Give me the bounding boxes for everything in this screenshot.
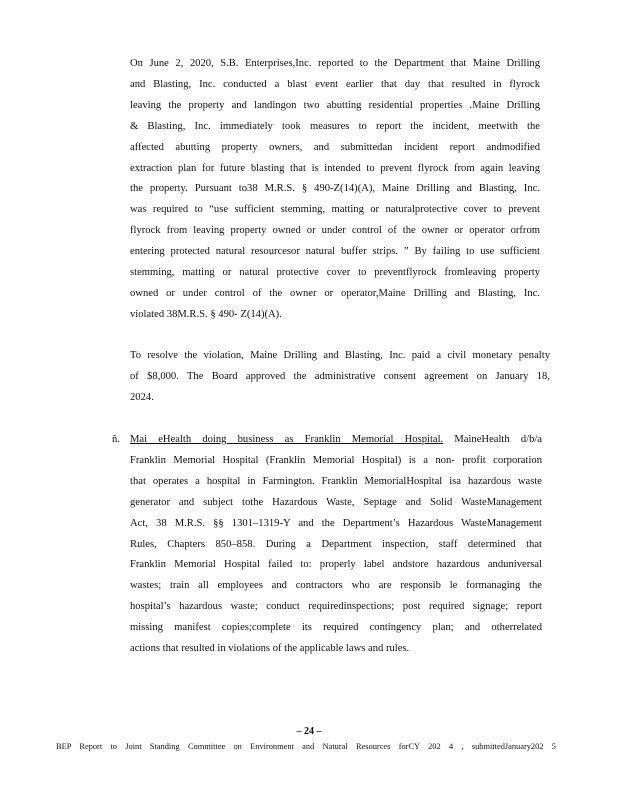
text-line: stemming, matting or natural protective cover to preventflyrock fromleaving property: [130, 267, 540, 279]
text-line: was required to “use sufficient stemming, matting or naturalprotective cover to prevent: [130, 204, 540, 216]
page-footer: BEP Report to Joint Standing Committee on Environment and Natural Resources forCY 202 4 , submittedJanuary202 5: [56, 742, 556, 751]
item-heading: Mai eHealth doing business as Franklin Memorial Hospital.: [130, 434, 444, 445]
text-line: hospital’s hazardous waste; conduct requiredinspections; post required signage; report: [130, 601, 542, 613]
list-item-franklin-memorial: [130, 430, 542, 660]
item-heading-rest: MaineHealth d/b/a: [443, 434, 543, 445]
paragraph-resolution: [130, 346, 550, 409]
text-line: & Blasting, Inc. immediately took measures to report the incident, meetwith the: [130, 120, 540, 132]
text-line: Act, 38 M.R.S. §§ 1301–1319-Y and the Department’s Hazardous WasteManagement: [130, 517, 542, 529]
text-line: wastes; train all employees and contractors who are responsib le formanaging the: [130, 580, 542, 592]
text-line: extraction plan for future blasting that is intended to prevent flyrock from again leaving: [130, 162, 540, 174]
text-line: the property. Pursuant to38 M.R.S. § 490-Z(14)(A), Maine Drilling and Blasting, Inc.: [130, 183, 540, 195]
text-line: flyrock from leaving property owned or under control of the owner or operator orfrom: [130, 225, 540, 237]
text-line: missing manifest copies;complete its required contingency plan; and otherrelated: [130, 622, 542, 634]
text-line: leaving the property and landingon two abutting residential properties .Maine Drilling: [130, 99, 540, 111]
text-line: of $8,000. The Board approved the administrative consent agreement on January 18,: [130, 370, 550, 382]
paragraph-violation-description: [130, 54, 540, 326]
text-line: Rules, Chapters 850–858. During a Department inspection, staff determined that: [130, 538, 542, 550]
text-line: actions that resulted in violations of the applicable laws and rules.: [130, 643, 410, 655]
text-line: Franklin Memorial Hospital failed to: properly label andstore hazardous anduniversal: [130, 559, 542, 571]
text-line: violated 38M.R.S. § 490- Z(14)(A).: [130, 308, 282, 320]
text-line: Franklin Memorial Hospital (Franklin Memorial Hospital) is a non- profit corporation: [130, 454, 542, 466]
text-line: and Blasting, Inc. conducted a blast event earlier that day that resulted in flyrock: [130, 78, 540, 90]
text-line: owned or under control of the owner or operator,Maine Drilling and Blasting, Inc.: [130, 287, 540, 299]
text-line: 2024.: [130, 391, 154, 403]
text-line: that operates a hospital in Farmington. Franklin MemorialHospital isa hazardous waste: [130, 475, 542, 487]
text-line: To resolve the violation, Maine Drilling and Blasting, Inc. paid a civil monetary penalty: [130, 350, 550, 361]
text-line: affected abutting property owners, and submittedan incident report andmodified: [130, 141, 540, 153]
text-line: On June 2, 2020, S.B. Enterprises,Inc. reported to the Department that Maine Drilling: [130, 58, 540, 69]
item-heading-line: [130, 430, 542, 451]
page-number: – 24 –: [296, 726, 322, 737]
list-item-marker: ñ.: [112, 434, 120, 445]
text-line: entering protected natural resourcesor natural buffer strips. ” By failing to use sufficient: [130, 246, 540, 258]
text-line: generator and subject tothe Hazardous Waste, Septage and Solid WasteManagement: [130, 496, 542, 508]
